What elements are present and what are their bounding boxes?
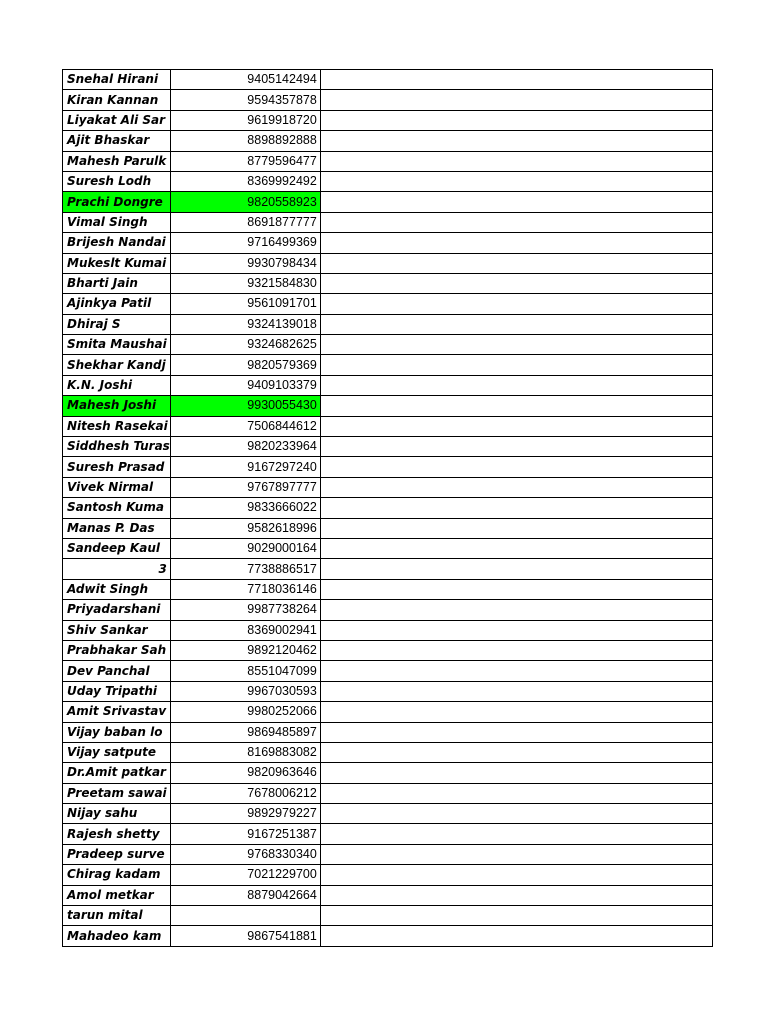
phone-cell[interactable]: 9833666022 — [170, 498, 320, 518]
empty-cell[interactable] — [320, 844, 712, 864]
empty-cell[interactable] — [320, 355, 712, 375]
empty-cell[interactable] — [320, 783, 712, 803]
name-cell[interactable]: Ajit Bhaskar — [63, 131, 171, 151]
name-cell[interactable]: Amit Srivastav — [63, 702, 171, 722]
name-cell[interactable]: Vijay satpute — [63, 742, 171, 762]
table-row — [63, 579, 713, 599]
phone-cell[interactable]: 8169883082 — [170, 742, 320, 762]
contact-table — [62, 69, 713, 947]
phone-cell[interactable]: 8551047099 — [170, 661, 320, 681]
empty-cell[interactable] — [320, 110, 712, 130]
phone-cell[interactable]: 9029000164 — [170, 538, 320, 558]
phone-cell[interactable]: 9820233964 — [170, 437, 320, 457]
phone-cell[interactable]: 9767897777 — [170, 477, 320, 497]
empty-cell[interactable] — [320, 804, 712, 824]
name-cell[interactable]: Adwit Singh — [63, 579, 171, 599]
table-row — [63, 885, 713, 905]
empty-cell[interactable] — [320, 681, 712, 701]
phone-cell[interactable]: 9167251387 — [170, 824, 320, 844]
name-cell[interactable]: Liyakat Ali Sar — [63, 110, 171, 130]
empty-cell[interactable] — [320, 865, 712, 885]
table-row — [63, 416, 713, 436]
empty-cell[interactable] — [320, 477, 712, 497]
name-cell[interactable]: Mahadeo kam — [63, 926, 171, 946]
table-row — [63, 314, 713, 334]
table-row — [63, 538, 713, 558]
empty-cell[interactable] — [320, 70, 712, 90]
name-cell[interactable]: Suresh Lodh — [63, 171, 171, 191]
name-cell[interactable]: tarun mital — [63, 906, 171, 926]
name-cell[interactable]: Preetam sawai — [63, 783, 171, 803]
empty-cell[interactable] — [320, 498, 712, 518]
empty-cell[interactable] — [320, 437, 712, 457]
phone-cell[interactable]: 9967030593 — [170, 681, 320, 701]
phone-cell[interactable]: 9930055430 — [170, 396, 320, 416]
empty-cell[interactable] — [320, 518, 712, 538]
phone-cell[interactable]: 9324139018 — [170, 314, 320, 334]
table-row — [63, 457, 713, 477]
table-row — [63, 233, 713, 253]
name-cell[interactable]: Suresh Prasad — [63, 457, 171, 477]
name-cell[interactable]: Vimal Singh — [63, 212, 171, 232]
empty-cell[interactable] — [320, 620, 712, 640]
phone-cell[interactable]: 9892120462 — [170, 640, 320, 660]
name-cell[interactable]: Kiran Kannan — [63, 90, 171, 110]
phone-cell[interactable]: 9619918720 — [170, 110, 320, 130]
empty-cell[interactable] — [320, 640, 712, 660]
empty-cell[interactable] — [320, 926, 712, 946]
empty-cell[interactable] — [320, 538, 712, 558]
table-row — [63, 844, 713, 864]
table-row — [63, 212, 713, 232]
name-cell[interactable]: Mukeslt Kumai — [63, 253, 171, 273]
table-row — [63, 437, 713, 457]
table-row — [63, 151, 713, 171]
phone-cell[interactable]: 7718036146 — [170, 579, 320, 599]
empty-cell[interactable] — [320, 90, 712, 110]
phone-cell[interactable]: 9409103379 — [170, 375, 320, 395]
table-row — [63, 600, 713, 620]
table-row — [63, 763, 713, 783]
table-row — [63, 518, 713, 538]
empty-cell[interactable] — [320, 416, 712, 436]
empty-cell[interactable] — [320, 457, 712, 477]
name-cell[interactable]: Mahesh Joshi — [63, 396, 171, 416]
phone-cell[interactable]: 8879042664 — [170, 885, 320, 905]
phone-cell[interactable]: 8369992492 — [170, 171, 320, 191]
table-row — [63, 253, 713, 273]
phone-cell[interactable]: 9869485897 — [170, 722, 320, 742]
phone-cell[interactable]: 9561091701 — [170, 294, 320, 314]
name-cell[interactable]: Vijay baban lo — [63, 722, 171, 742]
phone-cell[interactable]: 7021229700 — [170, 865, 320, 885]
phone-cell[interactable]: 8369002941 — [170, 620, 320, 640]
empty-cell[interactable] — [320, 763, 712, 783]
empty-cell[interactable] — [320, 600, 712, 620]
table-row — [63, 70, 713, 90]
empty-cell[interactable] — [320, 151, 712, 171]
empty-cell[interactable] — [320, 335, 712, 355]
table-row — [63, 804, 713, 824]
table-row — [63, 906, 713, 926]
phone-cell[interactable]: 9716499369 — [170, 233, 320, 253]
empty-cell[interactable] — [320, 559, 712, 579]
name-cell[interactable]: Dev Panchal — [63, 661, 171, 681]
table-row — [63, 681, 713, 701]
name-cell[interactable]: Mahesh Parulk — [63, 151, 171, 171]
name-cell[interactable]: Nitesh Rasekai — [63, 416, 171, 436]
table-row — [63, 722, 713, 742]
table-row — [63, 783, 713, 803]
table-row — [63, 498, 713, 518]
table-row — [63, 192, 713, 212]
name-cell[interactable]: Siddhesh Turas — [63, 437, 171, 457]
phone-cell[interactable]: 9405142494 — [170, 70, 320, 90]
empty-cell[interactable] — [320, 885, 712, 905]
empty-cell[interactable] — [320, 314, 712, 334]
table-row — [63, 865, 713, 885]
empty-cell[interactable] — [320, 212, 712, 232]
phone-cell[interactable]: 7678006212 — [170, 783, 320, 803]
empty-cell[interactable] — [320, 906, 712, 926]
empty-cell[interactable] — [320, 192, 712, 212]
table-row — [63, 824, 713, 844]
phone-cell[interactable]: 9820963646 — [170, 763, 320, 783]
name-cell[interactable]: Dhiraj S — [63, 314, 171, 334]
table-row — [63, 90, 713, 110]
name-cell[interactable]: Nijay sahu — [63, 804, 171, 824]
name-cell[interactable]: Shekhar Kandj — [63, 355, 171, 375]
empty-cell[interactable] — [320, 253, 712, 273]
phone-cell[interactable]: 9321584830 — [170, 273, 320, 293]
table-row — [63, 661, 713, 681]
name-cell[interactable]: Smita Maushai — [63, 335, 171, 355]
table-row — [63, 640, 713, 660]
table-row — [63, 396, 713, 416]
phone-cell[interactable]: 7738886517 — [170, 559, 320, 579]
empty-cell[interactable] — [320, 273, 712, 293]
name-cell[interactable]: K.N. Joshi — [63, 375, 171, 395]
table-row — [63, 742, 713, 762]
name-cell[interactable]: Ajinkya Patil — [63, 294, 171, 314]
empty-cell[interactable] — [320, 396, 712, 416]
phone-cell[interactable]: 9867541881 — [170, 926, 320, 946]
contact-table-body — [63, 70, 713, 947]
name-cell[interactable]: Prabhakar Sah — [63, 640, 171, 660]
empty-cell[interactable] — [320, 824, 712, 844]
empty-cell[interactable] — [320, 131, 712, 151]
table-row — [63, 477, 713, 497]
table-row — [63, 294, 713, 314]
empty-cell[interactable] — [320, 233, 712, 253]
phone-cell[interactable]: 9820579369 — [170, 355, 320, 375]
name-cell[interactable]: Santosh Kuma — [63, 498, 171, 518]
table-row — [63, 110, 713, 130]
name-cell[interactable]: Sandeep Kaul — [63, 538, 171, 558]
name-cell[interactable]: 3 — [63, 559, 171, 579]
name-cell[interactable]: Shiv Sankar — [63, 620, 171, 640]
empty-cell[interactable] — [320, 661, 712, 681]
phone-cell[interactable]: 9980252066 — [170, 702, 320, 722]
name-cell[interactable]: Rajesh shetty — [63, 824, 171, 844]
table-row — [63, 131, 713, 151]
table-row — [63, 926, 713, 946]
name-cell[interactable]: Chirag kadam — [63, 865, 171, 885]
name-cell[interactable]: Prachi Dongre — [63, 192, 171, 212]
name-cell[interactable]: Amol metkar — [63, 885, 171, 905]
name-cell[interactable]: Dr.Amit patkar — [63, 763, 171, 783]
table-row — [63, 702, 713, 722]
empty-cell[interactable] — [320, 742, 712, 762]
phone-cell[interactable]: 9987738264 — [170, 600, 320, 620]
name-cell[interactable]: Pradeep surve — [63, 844, 171, 864]
name-cell[interactable]: Snehal Hirani — [63, 70, 171, 90]
phone-cell[interactable]: 9594357878 — [170, 90, 320, 110]
table-row — [63, 335, 713, 355]
empty-cell[interactable] — [320, 722, 712, 742]
phone-cell[interactable]: 8898892888 — [170, 131, 320, 151]
phone-cell[interactable]: 9582618996 — [170, 518, 320, 538]
name-cell[interactable]: Manas P. Das — [63, 518, 171, 538]
phone-cell[interactable]: 9820558923 — [170, 192, 320, 212]
empty-cell[interactable] — [320, 171, 712, 191]
phone-cell[interactable]: 9324682625 — [170, 335, 320, 355]
empty-cell[interactable] — [320, 579, 712, 599]
phone-cell[interactable]: 7506844612 — [170, 416, 320, 436]
phone-cell[interactable]: 9768330340 — [170, 844, 320, 864]
empty-cell[interactable] — [320, 702, 712, 722]
phone-cell[interactable]: 9930798434 — [170, 253, 320, 273]
name-cell[interactable]: Uday Tripathi — [63, 681, 171, 701]
name-cell[interactable]: Vivek Nirmal — [63, 477, 171, 497]
name-cell[interactable]: Bharti Jain — [63, 273, 171, 293]
name-cell[interactable]: Brijesh Nandai — [63, 233, 171, 253]
phone-cell[interactable]: 9167297240 — [170, 457, 320, 477]
name-cell[interactable]: Priyadarshani — [63, 600, 171, 620]
table-row — [63, 273, 713, 293]
table-row — [63, 355, 713, 375]
phone-cell[interactable]: 8779596477 — [170, 151, 320, 171]
phone-cell[interactable]: 9892979227 — [170, 804, 320, 824]
empty-cell[interactable] — [320, 294, 712, 314]
table-row — [63, 620, 713, 640]
phone-cell[interactable] — [170, 906, 320, 926]
empty-cell[interactable] — [320, 375, 712, 395]
table-row — [63, 171, 713, 191]
table-row — [63, 559, 713, 579]
phone-cell[interactable]: 8691877777 — [170, 212, 320, 232]
table-row — [63, 375, 713, 395]
